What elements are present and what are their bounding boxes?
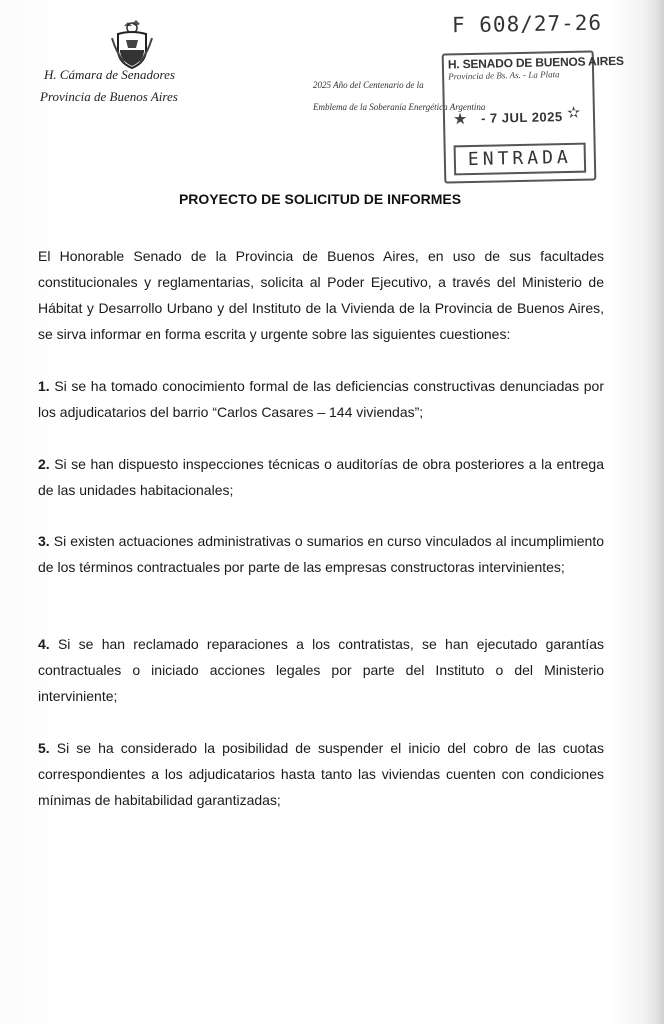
entry-stamp <box>442 50 624 183</box>
item-number: 4. <box>38 636 50 652</box>
star-icon: ✫ <box>566 104 581 122</box>
institution-name <box>40 64 178 108</box>
stamp-line-1: H. SENADO DE BUENOS AIRES <box>447 53 624 72</box>
request-item <box>38 631 604 709</box>
item-text: Si existen actuaciones administrativas o sumarios en curso vinculados al incumplimiento de los términos contractuales por parte de las empresas constructoras intervinientes; <box>38 533 605 575</box>
document-title: PROYECTO DE SOLICITUD DE INFORMES <box>178 191 462 207</box>
stamp-date: - 7 JUL 2025 <box>480 109 563 126</box>
institution-line-2: Provincia de Buenos Aires <box>40 89 178 104</box>
item-number: 2. <box>38 456 50 472</box>
request-item <box>38 373 604 425</box>
item-text: Si se han reclamado reparaciones a los contratistas, se han ejecutado garantías contractuales o iniciado acciones legales por parte del Instituto o del Ministerio interviniente; <box>38 636 605 704</box>
handwritten-file-number: F 608/27-26 <box>451 10 603 38</box>
item-text: Si se han dispuesto inspecciones técnicas o auditorías de obra posteriores a la entrega de las unidades habitacionales; <box>38 456 604 498</box>
page-edge-shadow <box>654 0 664 1024</box>
item-number: 1. <box>38 378 50 394</box>
stamp-line-2: Provincia de Bs. As. - La Plata <box>448 69 560 82</box>
star-icon: ★ <box>452 111 468 129</box>
institution-line-1: H. Cámara de Senadores <box>44 67 175 82</box>
stamp-entrada-label: ENTRADA <box>454 143 587 176</box>
motto-line-2: Emblema de la Soberanía Energética Argentina <box>313 102 486 112</box>
motto-line-1: 2025 Año del Centenario de la <box>313 80 424 90</box>
request-item <box>38 528 604 580</box>
item-number: 3. <box>38 533 50 549</box>
item-text: Si se ha tomado conocimiento formal de las deficiencias constructivas denunciadas por los adjudicatarios del barrio “Carlos Casares – 144 viviendas”; <box>38 378 605 420</box>
request-item <box>38 735 604 813</box>
coat-of-arms-logo <box>110 18 154 70</box>
item-number: 5. <box>38 740 50 756</box>
request-item <box>38 451 604 503</box>
intro-paragraph: El Honorable Senado de la Provincia de Buenos Aires, en uso de sus facultades constitucionales y reglamentarias, solicita al Poder Ejecutivo, a través del Ministerio de Hábitat y Desarrollo Urbano y del Instituto de la Vivienda de la Provincia de Buenos Aires, se sirva informar en forma escrita y urgente sobre las siguientes cuestiones: <box>38 248 604 342</box>
item-text: Si se ha considerado la posibilidad de suspender el inicio del cobro de las cuotas correspondientes a los adjudicatarios hasta tanto las viviendas cuenten con condiciones mínimas de habitabilidad garantizadas; <box>38 740 605 808</box>
